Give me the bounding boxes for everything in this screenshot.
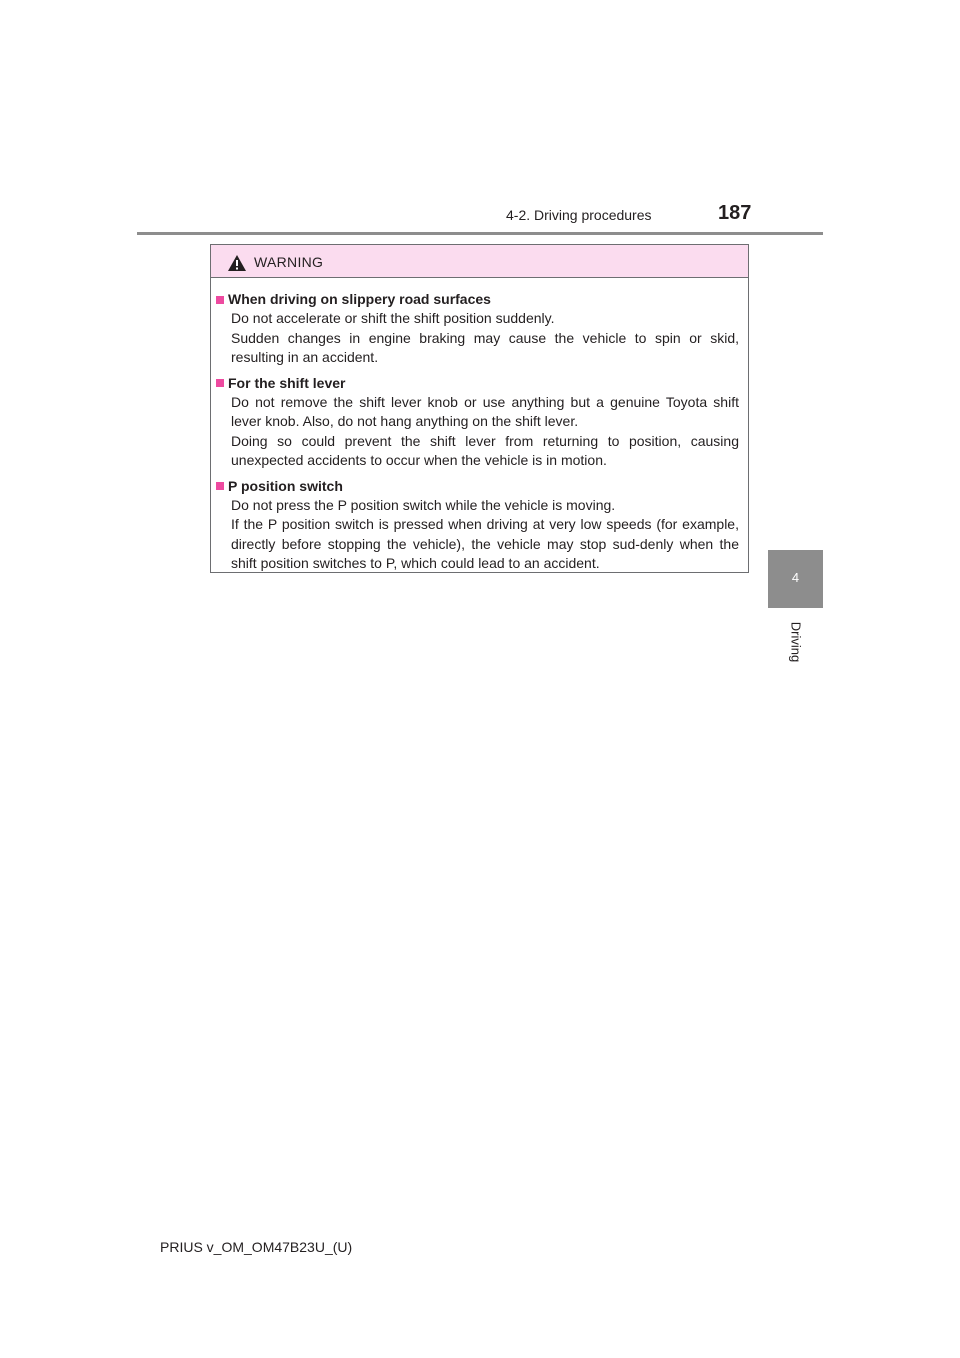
section-text	[216, 496, 739, 574]
bullet-square-icon	[216, 482, 224, 490]
warning-section	[216, 477, 739, 574]
section-title: 4-2. Driving procedures	[506, 207, 652, 223]
bullet-square-icon	[216, 379, 224, 387]
section-heading-text: When driving on slippery road surfaces	[228, 291, 491, 307]
section-heading-text: For the shift lever	[228, 374, 346, 391]
warning-box	[210, 244, 749, 573]
chapter-name: Driving	[788, 621, 804, 663]
header-divider	[137, 232, 823, 235]
section-heading	[216, 374, 739, 393]
section-heading-text: P position switch	[228, 477, 343, 494]
section-heading	[216, 477, 739, 496]
warning-header	[211, 245, 748, 278]
document-code: PRIUS v_OM_OM47B23U_(U)	[160, 1239, 353, 1255]
paragraph: Do not remove the shift lever knob or use anything but a genuine Toyota shift lever knob. Also, do not hang anything on the shift lever.	[231, 393, 739, 429]
chapter-number: 4	[791, 570, 800, 585]
chapter-tab	[768, 550, 823, 608]
paragraph: Do not accelerate or shift the shift position suddenly.	[231, 310, 555, 326]
warning-body	[211, 278, 748, 574]
page-number: 187	[718, 202, 752, 224]
warning-section	[216, 374, 739, 471]
bullet-square-icon	[216, 296, 224, 304]
warning-title: WARNING	[254, 254, 324, 270]
paragraph: Do not press the P position switch while the vehicle is moving.	[231, 496, 616, 513]
paragraph: Doing so could prevent the shift lever from returning to position, causing unexpected accidents to occur when the vehicle is in motion.	[231, 432, 739, 468]
section-text	[216, 309, 739, 368]
paragraph: If the P position switch is pressed when driving at very low speeds (for example, directly before stopping the vehicle), the vehicle may stop sud-denly when the shift position switches to P, which could lead to an accident.	[231, 516, 739, 571]
warning-triangle-icon	[227, 254, 247, 272]
section-text	[216, 393, 739, 471]
warning-section	[216, 290, 739, 368]
paragraph: Sudden changes in engine braking may cause the vehicle to spin or skid, resulting in an accident.	[231, 329, 739, 365]
section-heading	[216, 290, 739, 309]
